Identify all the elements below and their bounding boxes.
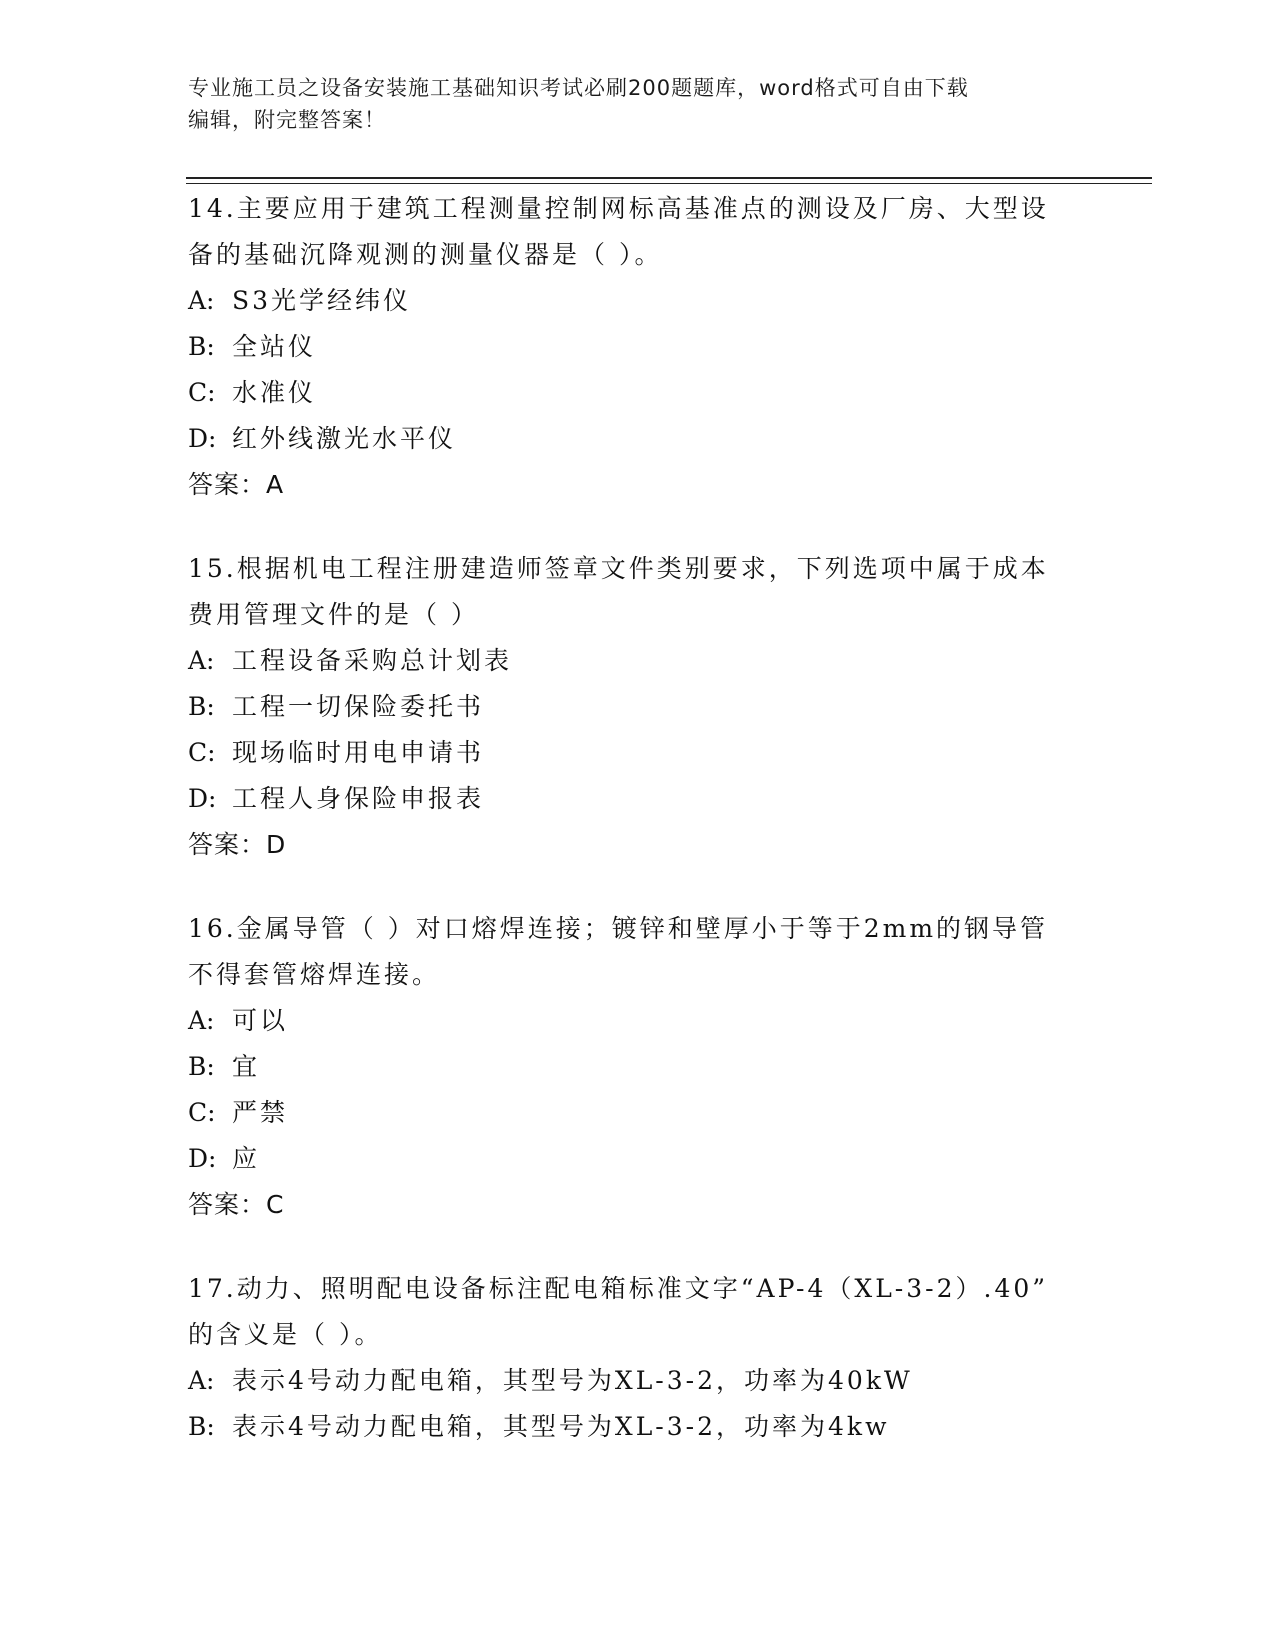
option-key: C: bbox=[188, 738, 216, 767]
option-key: A: bbox=[188, 286, 215, 315]
question-stem bbox=[188, 906, 1088, 998]
option-text: 现场临时用电申请书 bbox=[232, 738, 485, 767]
option-d bbox=[188, 776, 1088, 822]
question-15 bbox=[188, 546, 1088, 868]
option-key: B: bbox=[188, 692, 215, 721]
option-key: D: bbox=[188, 424, 217, 453]
option-c bbox=[188, 370, 1088, 416]
question-stem-line-2: 备的基础沉降观测的测量仪器是（ ）。 bbox=[188, 240, 663, 269]
option-key: D: bbox=[188, 1144, 217, 1173]
answer-line: 答案：A bbox=[188, 470, 285, 499]
question-stem-line-2: 的含义是（ ）。 bbox=[188, 1320, 383, 1349]
option-text: 严禁 bbox=[232, 1098, 289, 1127]
question-14 bbox=[188, 186, 1088, 508]
option-a bbox=[188, 1358, 1088, 1404]
question-stem-line-1: 15.根据机电工程注册建造师签章文件类别要求，下列选项中属于成本 bbox=[188, 554, 1049, 583]
option-text: 宜 bbox=[232, 1052, 261, 1081]
option-text: 工程设备采购总计划表 bbox=[232, 646, 513, 675]
option-key: C: bbox=[188, 378, 216, 407]
option-key: B: bbox=[188, 1052, 215, 1081]
question-16 bbox=[188, 906, 1088, 1228]
option-text: 表示4号动力配电箱，其型号为XL-3-2，功率为40kW bbox=[232, 1366, 913, 1395]
option-text: 全站仪 bbox=[232, 332, 317, 361]
option-key: C: bbox=[188, 1098, 216, 1127]
option-a bbox=[188, 278, 1088, 324]
option-key: A: bbox=[188, 646, 215, 675]
option-key: A: bbox=[188, 1366, 215, 1395]
question-stem-line-1: 14.主要应用于建筑工程测量控制网标高基准点的测设及厂房、大型设 bbox=[188, 194, 1049, 223]
option-text: 应 bbox=[232, 1144, 261, 1173]
header-divider-thin bbox=[186, 183, 1152, 184]
question-stem-line-1: 16.金属导管（ ）对口熔焊连接；镀锌和壁厚小于等于2mm的钢导管 bbox=[188, 914, 1049, 943]
question-stem-line-2: 不得套管熔焊连接。 bbox=[188, 960, 441, 989]
option-b bbox=[188, 324, 1088, 370]
option-text: S3光学经纬仪 bbox=[232, 286, 412, 315]
option-key: A: bbox=[188, 1006, 215, 1035]
document-header bbox=[188, 72, 1068, 136]
option-c bbox=[188, 730, 1088, 776]
option-key: B: bbox=[188, 1412, 215, 1441]
option-text: 可以 bbox=[232, 1006, 289, 1035]
question-stem bbox=[188, 546, 1088, 638]
option-a bbox=[188, 638, 1088, 684]
answer-line: 答案：C bbox=[188, 1190, 285, 1219]
header-line-1: 专业施工员之设备安装施工基础知识考试必刷200题题库，word格式可自由下载 bbox=[188, 76, 969, 100]
option-b bbox=[188, 684, 1088, 730]
header-line-2: 编辑，附完整答案！ bbox=[188, 108, 386, 132]
question-stem-line-2: 费用管理文件的是（ ） bbox=[188, 600, 479, 629]
answer-line: 答案：D bbox=[188, 830, 287, 859]
option-d bbox=[188, 1136, 1088, 1182]
question-17 bbox=[188, 1266, 1088, 1450]
option-key: D: bbox=[188, 784, 217, 813]
question-stem-line-1: 17.动力、照明配电设备标注配电箱标准文字“AP-4（XL-3-2）.40” bbox=[188, 1274, 1049, 1303]
option-c bbox=[188, 1090, 1088, 1136]
option-b bbox=[188, 1044, 1088, 1090]
option-text: 表示4号动力配电箱，其型号为XL-3-2，功率为4kw bbox=[232, 1412, 890, 1441]
question-stem bbox=[188, 186, 1088, 278]
option-text: 红外线激光水平仪 bbox=[232, 424, 457, 453]
question-stem bbox=[188, 1266, 1088, 1358]
option-a bbox=[188, 998, 1088, 1044]
option-text: 水准仪 bbox=[232, 378, 317, 407]
option-text: 工程人身保险申报表 bbox=[232, 784, 485, 813]
option-key: B: bbox=[188, 332, 215, 361]
option-text: 工程一切保险委托书 bbox=[232, 692, 485, 721]
option-d bbox=[188, 416, 1088, 462]
option-b bbox=[188, 1404, 1088, 1450]
header-divider-thick bbox=[186, 177, 1152, 179]
